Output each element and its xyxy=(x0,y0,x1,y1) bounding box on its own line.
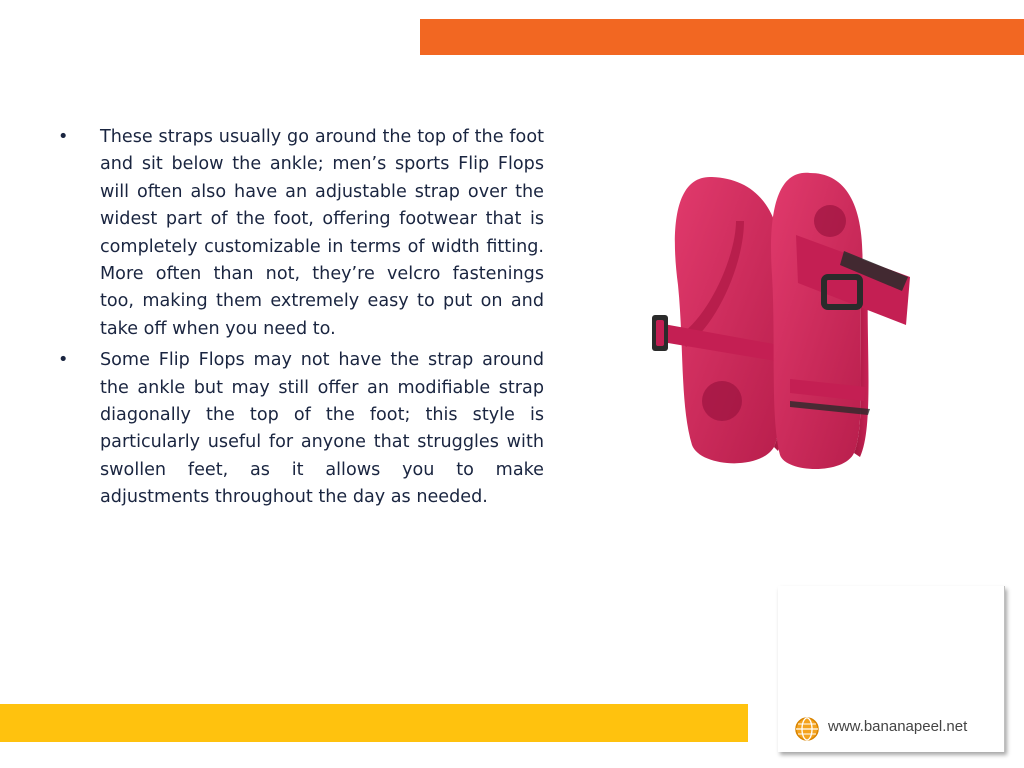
globe-icon xyxy=(794,716,820,742)
sandal-icon xyxy=(640,165,920,477)
bullet-text: These straps usually go around the top of the foot and sit below the ankle; men’s sports Flip Flops will often also have an adjustable strap over the widest part of the foot, offering footwear that is completely customizable in terms of width fitting. More often than not, they’re velcro fastenings too, making them extremely easy to put on and take off when you need to. xyxy=(100,127,544,339)
top-accent-bar xyxy=(420,19,1024,55)
bottom-accent-bar xyxy=(0,704,748,742)
bullet-marker: • xyxy=(58,350,69,371)
bullet-item xyxy=(58,347,544,511)
bullet-item xyxy=(58,124,544,343)
footer-url[interactable]: www.bananapeel.net xyxy=(828,718,968,735)
bullet-list xyxy=(58,124,544,512)
bullet-marker: • xyxy=(58,127,69,147)
bullet-text: Some Flip Flops may not have the strap around the ankle but may still offer an modifiable strap diagonally the top of the foot; this style is particularly useful for anyone that struggles with swollen feet, as it allows you to make adjustments throughout the day as needed. xyxy=(100,350,544,508)
flip-flops-image xyxy=(640,165,920,477)
